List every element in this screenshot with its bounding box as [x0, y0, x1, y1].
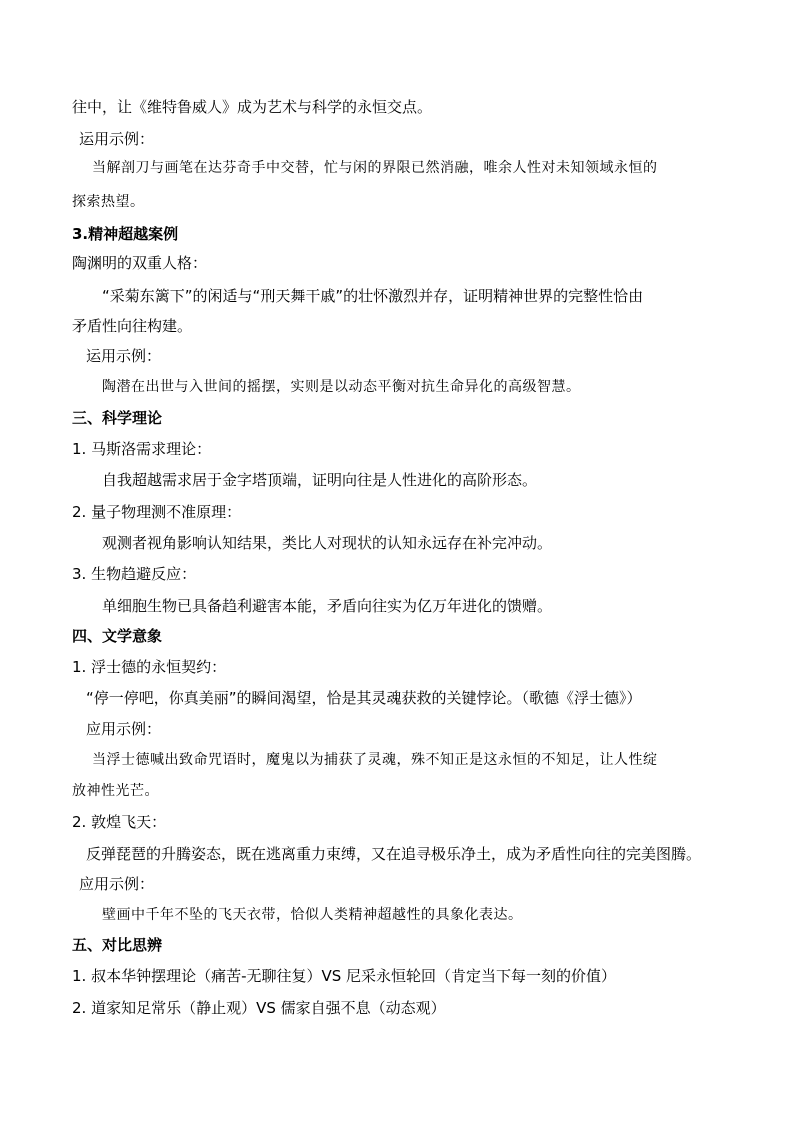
example-label: 应用示例： — [79, 875, 155, 893]
example-text: 当解剖刀与画笔在达芬奇手中交替，忙与闲的界限已然消融，唯余人性对未知领域永恒的 — [92, 160, 658, 176]
example-label: 运用示例： — [79, 130, 155, 148]
list-item: 2. 量子物理测不准原理： — [72, 503, 242, 521]
section-heading: 五、对比思辨 — [72, 936, 163, 954]
section-heading: 四、文学意象 — [72, 627, 163, 645]
example-text: 壁画中千年不坠的飞天衣带，恰似人类精神超越性的具象化表达。 — [102, 907, 523, 923]
example-text: 陶潜在出世与入世间的摇摆，实则是以动态平衡对抗生命异化的高级智慧。 — [102, 379, 581, 395]
list-item-detail: 反弹琵琶的升腾姿态，既在逃离重力束缚，又在追寻极乐净土，成为矛盾性向往的完美图腾。 — [86, 845, 702, 863]
list-item: 2. 道家知足常乐（静止观）VS 儒家自强不息（动态观） — [72, 999, 446, 1017]
list-item-detail: 单细胞生物已具备趋利避害本能，矛盾向往实为亿万年进化的馈赠。 — [102, 597, 553, 615]
paragraph-line: “采菊东篱下”的闲适与“刑天舞干戚”的壮怀激烈并存，证明精神世界的完整性恰由 — [102, 287, 644, 305]
example-label: 运用示例： — [86, 347, 162, 365]
list-item: 1. 叔本华钟摆理论（痛苦-无聊往复）VS 尼采永恒轮回（肯定当下每一刻的价值） — [72, 967, 617, 985]
list-item: 3. 生物趋避反应： — [72, 565, 197, 583]
list-item-detail: “停一停吧，你真美丽”的瞬间渴望，恰是其灵魂获救的关键悖论。（歌德《浮士德》） — [86, 689, 642, 707]
section-heading: 三、科学理论 — [72, 409, 163, 427]
paragraph-line: 往中，让《维特鲁威人》成为艺术与科学的永恒交点。 — [72, 98, 433, 116]
list-item-detail: 观测者视角影响认知结果，类比人对现状的认知永远存在补完冲动。 — [102, 534, 553, 552]
list-item: 2. 敦煌飞天： — [72, 813, 167, 831]
paragraph-line: 陶渊明的双重人格： — [72, 254, 208, 272]
paragraph-line: 矛盾性向往构建。 — [72, 317, 193, 335]
list-item: 1. 浮士德的永恒契约： — [72, 658, 227, 676]
list-item: 1. 马斯洛需求理论： — [72, 440, 212, 458]
example-text: 放神性光芒。 — [72, 783, 159, 799]
example-text: 当浮士德喊出致命咒语时，魔鬼以为捕获了灵魂，殊不知正是这永恒的不知足，让人性绽 — [92, 752, 658, 768]
example-label: 应用示例： — [86, 720, 162, 738]
list-item-detail: 自我超越需求居于金字塔顶端，证明向往是人性进化的高阶形态。 — [102, 471, 538, 489]
example-text: 探索热望。 — [72, 194, 145, 210]
subsection-heading: 3.精神超越案例 — [72, 225, 179, 243]
